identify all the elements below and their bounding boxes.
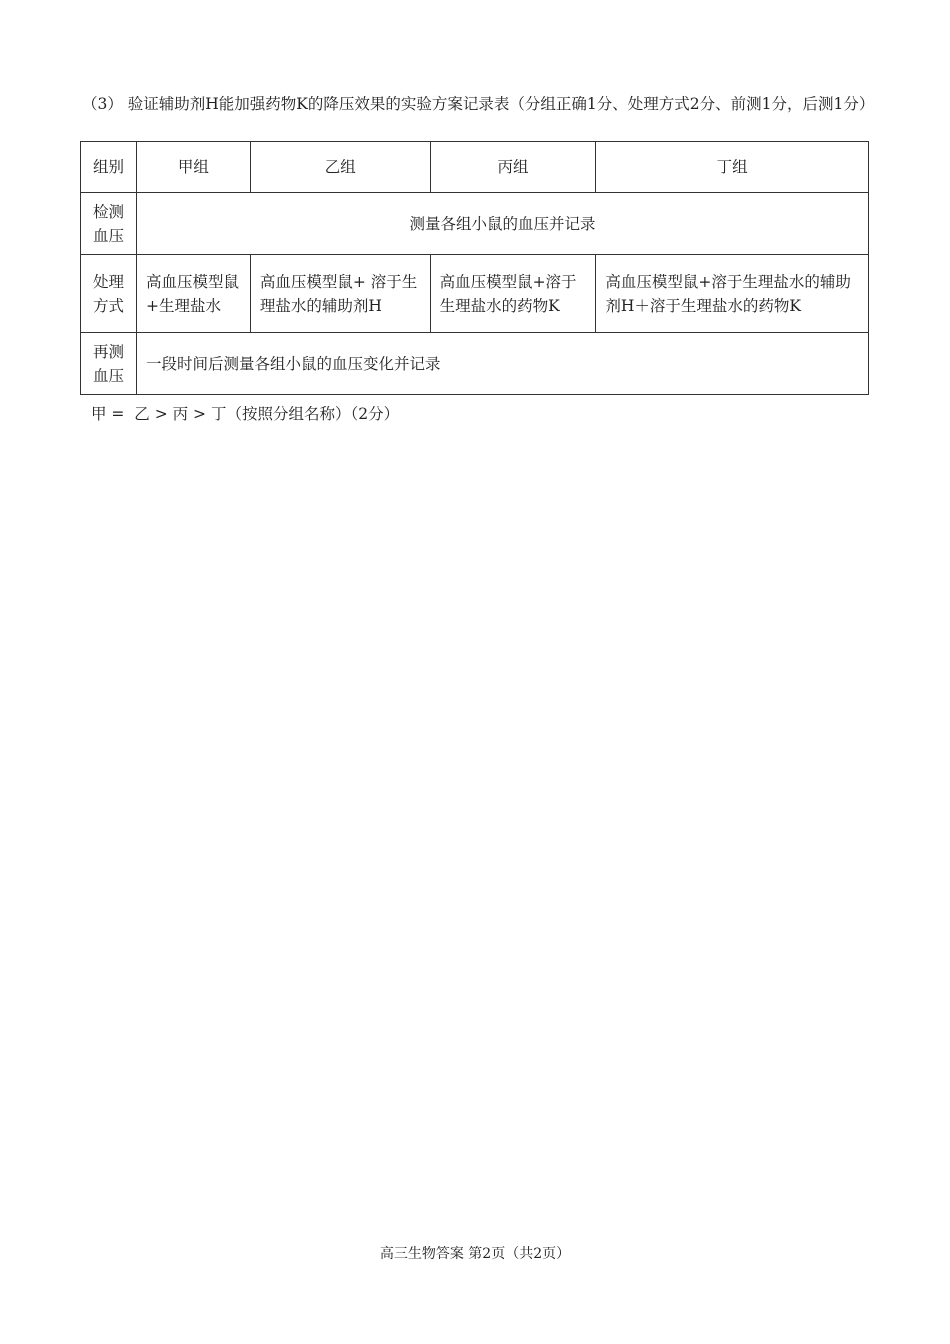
experiment-table (80, 141, 869, 395)
row-label-detect (81, 193, 137, 255)
result-answer: 甲 = 乙 > 丙 > 丁（按照分组名称）（2分） (91, 405, 400, 423)
treatment-bing: 高血压模型鼠+溶于生理盐水的药物K (430, 255, 596, 333)
header-group-yi: 乙组 (250, 142, 430, 193)
row-label-detect-line2: 血压 (92, 226, 124, 245)
table-header-row (81, 142, 869, 193)
treatment-jia: 高血压模型鼠+生理盐水 (136, 255, 250, 333)
header-group-jia: 甲组 (136, 142, 250, 193)
retest-content: 一段时间后测量各组小鼠的血压变化并记录 (136, 333, 868, 395)
question-intro: （3） 验证辅助剂H能加强药物K的降压效果的实验方案记录表（分组正确1分、处理方式2分、前测1分，后测1分） (82, 95, 875, 113)
row-label-treatment-line2: 方式 (92, 296, 124, 315)
row-label-treatment (81, 255, 137, 333)
row-label-retest-line1: 再测 (92, 342, 124, 361)
detect-content: 测量各组小鼠的血压并记录 (136, 193, 868, 255)
treatment-ding: 高血压模型鼠+溶于生理盐水的辅助剂H＋溶于生理盐水的药物K (596, 255, 869, 333)
row-label-retest-line2: 血压 (92, 366, 124, 385)
table-row-detect (81, 193, 869, 255)
treatment-yi: 高血压模型鼠+ 溶于生理盐水的辅助剂H (250, 255, 430, 333)
page-footer: 高三生物答案 第2页（共2页） (379, 1246, 571, 1262)
table-row-retest (81, 333, 869, 395)
row-label-detect-line1: 检测 (92, 202, 124, 221)
header-group-bing: 丙组 (430, 142, 596, 193)
header-group-label: 组别 (81, 142, 137, 193)
header-group-ding: 丁组 (596, 142, 869, 193)
table-row-treatment (81, 255, 869, 333)
row-label-retest (81, 333, 137, 395)
row-label-treatment-line1: 处理 (92, 272, 124, 291)
